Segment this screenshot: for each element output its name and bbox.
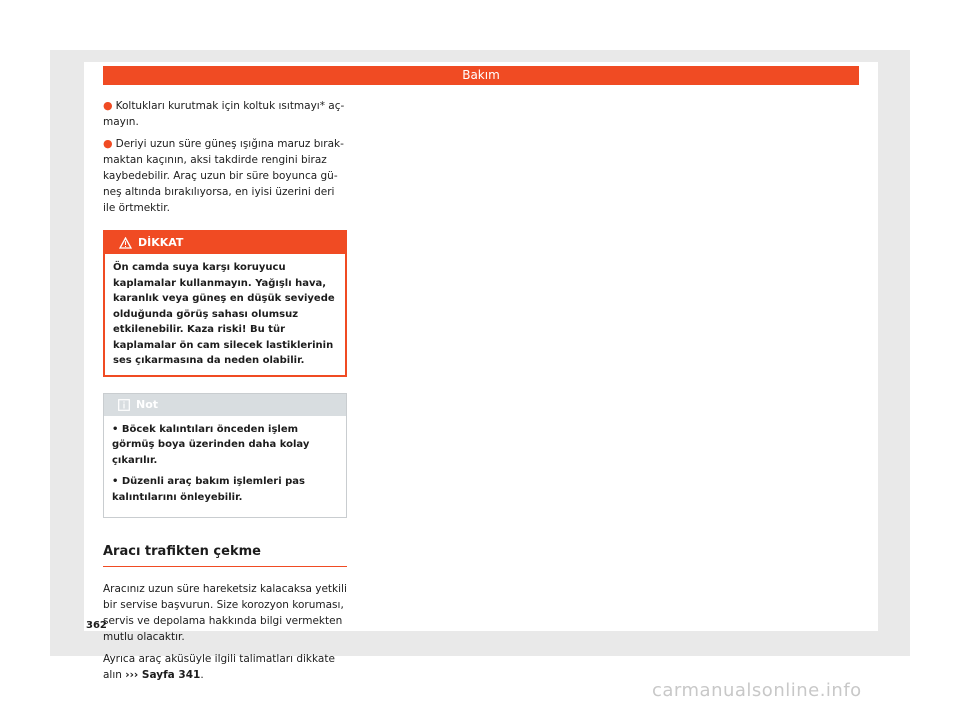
header-title: Bakım	[462, 68, 500, 82]
page-header	[103, 66, 859, 85]
note-box	[103, 393, 347, 519]
warning-text: Ön camda suya karşı koruyucu kaplamalar kullanmayın. Yağışlı hava, karanlık veya güneş en düşük seviyede olduğunda görüş sahası olumsuz etkilenebilir. Kaza riski! Bu tür kaplamalar ön cam silecek lastiklerinin ses çıkarmasına da neden olabilir.	[113, 262, 335, 366]
note-title: Not	[136, 397, 159, 411]
section-title: Aracı trafikten çekme	[103, 544, 347, 567]
note-header	[104, 394, 346, 416]
warning-icon	[119, 237, 132, 249]
note-item: • Düzenli araç bakım işlemleri pas kalıntılarını önleyebilir.	[112, 476, 305, 503]
bullet-icon: •	[112, 423, 122, 435]
bullet-icon: •	[112, 476, 122, 487]
page-reference-link[interactable]: ››› Sayfa 341	[125, 669, 201, 681]
warning-box	[103, 230, 347, 377]
warning-title: DİKKAT	[138, 236, 184, 249]
section-paragraph: Ayrıca araç aküsüyle ilgili talimatları dikkate alın ››› Sayfa 341.	[103, 653, 335, 681]
bullet-text: Koltukları kurutmak için koltuk ısıtmayı* açmayın.	[103, 100, 345, 128]
section-body	[103, 581, 347, 683]
note-item: • Böcek kalıntıları önceden işlem görmüş boya üzerinden daha kolay çıkarılır.	[112, 423, 310, 466]
warning-header	[105, 232, 345, 254]
list-item	[103, 136, 347, 216]
bullet-text: Deriyi uzun süre güneş ışığına maruz bırakmaktan kaçının, aksi takdirde rengini biraz kaybedebilir. Araç uzun bir süre boyunca güneş altında bırakılıyorsa, en iyisi üzerini deri ile örtmektir.	[103, 138, 344, 214]
page-number: 362	[86, 620, 107, 631]
section-paragraph: Aracınız uzun süre hareketsiz kalacaksa yetkili bir servise başvurun. Size korozyon koruması, servis ve depolama hakkında bilgi vermekten mutlu olacaktır.	[103, 583, 347, 643]
content-column	[103, 98, 347, 689]
bullet-icon: ●	[103, 137, 113, 150]
bullet-icon: ●	[103, 99, 113, 112]
list-item	[103, 98, 347, 130]
note-body	[104, 416, 346, 518]
watermark: carmanualsonline.info	[652, 680, 862, 701]
info-icon	[118, 399, 130, 411]
